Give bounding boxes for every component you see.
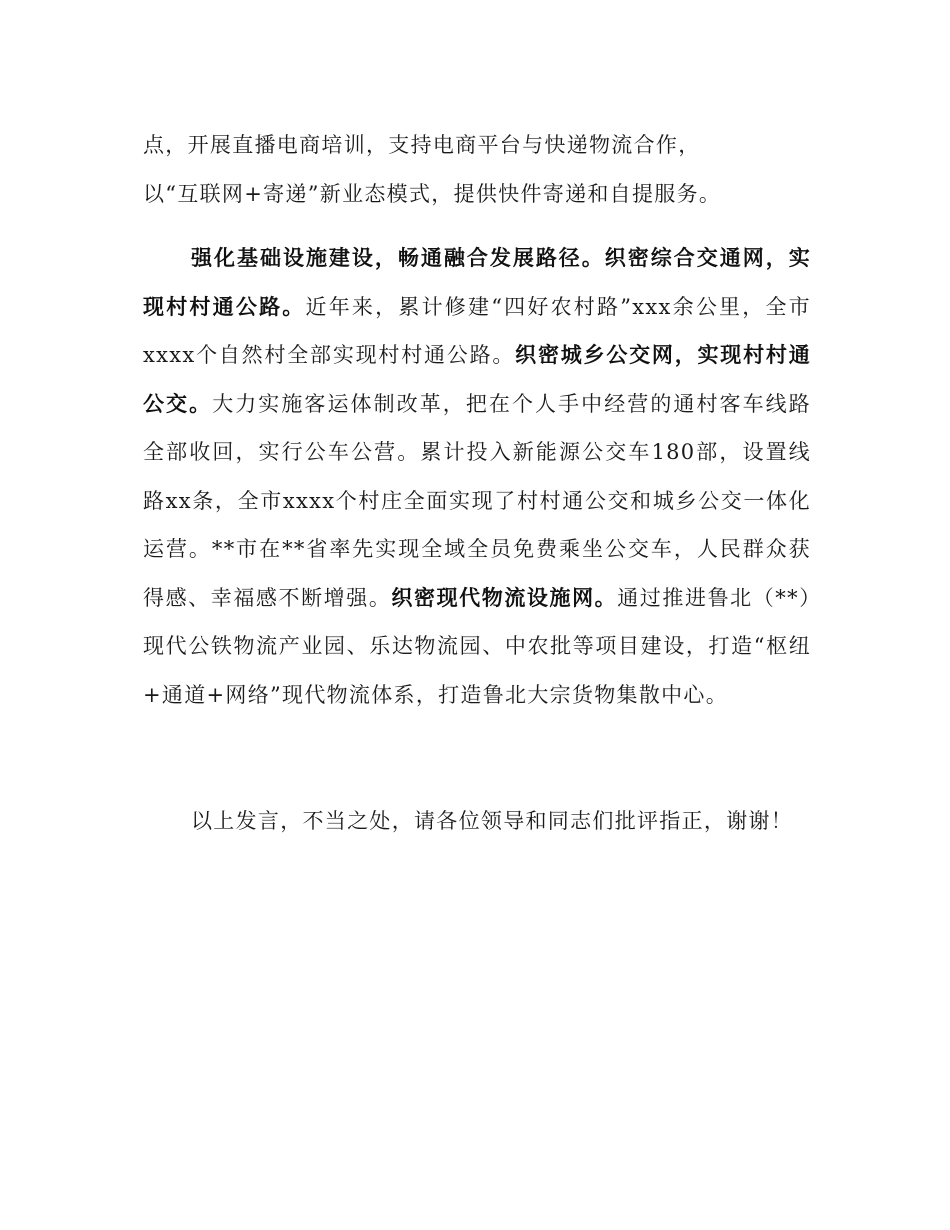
- body-roads: 近年来，累计修建“四好农村路”xxx余公里，全市xxxx个自然村全部实现村村通公路。: [143, 294, 811, 367]
- paragraph-2: [143, 234, 811, 719]
- body-logistics: 通过推进鲁北（**）现代公铁物流产业园、乐达物流园、中农批等项目建设，打造“枢纽+通道+网络”现代物流体系，打造鲁北大宗货物集散中心。: [143, 585, 811, 707]
- heading-infrastructure: 强化基础设施建设，畅通融合发展路径。织密综合交通网，实现村村通公路。: [143, 246, 811, 319]
- heading-bus-network: 织密城乡公交网，实现村村通公交。: [143, 343, 811, 416]
- paragraph-1-line-1: 点，开展直播电商培训，支持电商平台与快递物流合作，: [143, 133, 701, 157]
- paragraph-1-line-2: 以“互联网+寄递”新业态模式，提供快件寄递和自提服务。: [143, 181, 722, 206]
- paragraph-3-closing: 以上发言，不当之处，请各位领导和同志们批评指正，谢谢！: [191, 809, 794, 833]
- heading-logistics: 织密现代物流设施网。: [391, 585, 618, 610]
- body-bus: 大力实施客运体制改革，把在个人手中经营的通村客车线路全部收回，实行公车公营。累计投入新能源公交车180部，设置线路xx条，全市xxxx个村庄全面实现了村村通公交和城乡公交一体化运营。**市在**省率先实现全域全员免费乘坐公交车，人民群众获得感、幸福感不断增强。: [143, 391, 811, 610]
- paragraph-1: [143, 121, 811, 218]
